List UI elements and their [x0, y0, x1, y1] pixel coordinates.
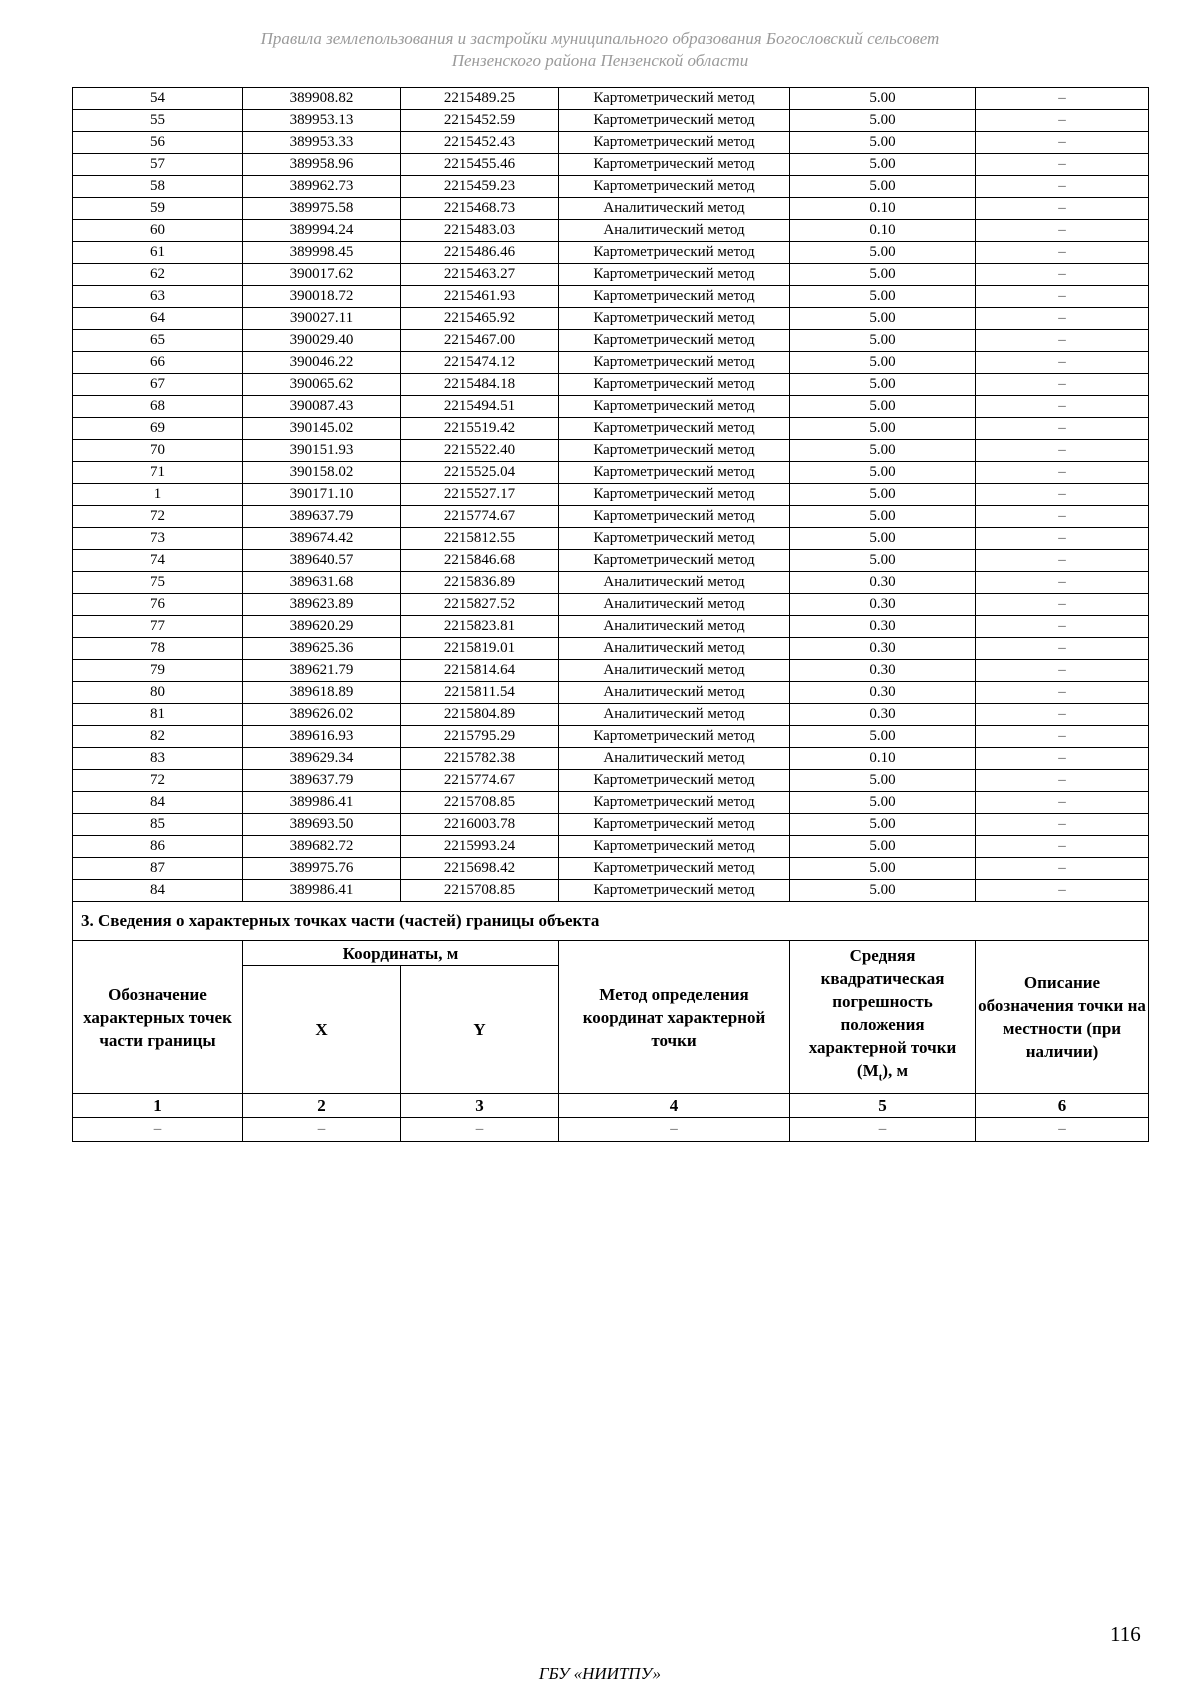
point-number-cell: 57 — [73, 154, 243, 176]
y-coordinate-cell: 2215465.92 — [401, 308, 559, 330]
error-cell: 5.00 — [790, 374, 976, 396]
error-cell: 5.00 — [790, 528, 976, 550]
table-row — [73, 198, 1149, 220]
point-number-cell: 81 — [73, 704, 243, 726]
table-row — [73, 264, 1149, 286]
method-cell: Картометрический метод — [559, 242, 790, 264]
error-cell: 5.00 — [790, 418, 976, 440]
x-coordinate-cell: 389674.42 — [243, 528, 401, 550]
y-coordinate-cell: 2215782.38 — [401, 748, 559, 770]
method-cell: Картометрический метод — [559, 836, 790, 858]
table-row — [73, 242, 1149, 264]
table-row — [73, 308, 1149, 330]
empty-cell: – — [976, 1118, 1149, 1142]
table-row — [73, 814, 1149, 836]
error-cell: 0.30 — [790, 660, 976, 682]
point-number-cell: 71 — [73, 462, 243, 484]
point-number-cell: 1 — [73, 484, 243, 506]
column-number: 4 — [559, 1094, 790, 1118]
page-header — [0, 28, 1200, 72]
section3-title: 3. Сведения о характерных точках части (частей) границы объекта — [73, 902, 1149, 941]
y-coordinate-cell: 2215827.52 — [401, 594, 559, 616]
x-coordinate-cell: 389620.29 — [243, 616, 401, 638]
point-number-cell: 70 — [73, 440, 243, 462]
x-coordinate-cell: 389953.33 — [243, 132, 401, 154]
x-coordinate-cell: 390065.62 — [243, 374, 401, 396]
error-cell: 0.30 — [790, 572, 976, 594]
y-coordinate-cell: 2215814.64 — [401, 660, 559, 682]
error-cell: 0.10 — [790, 198, 976, 220]
y-coordinate-cell: 2215484.18 — [401, 374, 559, 396]
method-cell: Картометрический метод — [559, 286, 790, 308]
empty-cell: – — [790, 1118, 976, 1142]
description-cell: – — [976, 220, 1149, 242]
page-number: 116 — [1110, 1622, 1141, 1646]
point-number-cell: 56 — [73, 132, 243, 154]
table-row — [73, 352, 1149, 374]
x-coordinate-cell: 389682.72 — [243, 836, 401, 858]
error-cell: 5.00 — [790, 814, 976, 836]
x-coordinate-cell: 390171.10 — [243, 484, 401, 506]
x-coordinate-cell: 390145.02 — [243, 418, 401, 440]
x-coordinate-cell: 390017.62 — [243, 264, 401, 286]
table-row — [73, 594, 1149, 616]
table-row — [73, 660, 1149, 682]
x-coordinate-cell: 389625.36 — [243, 638, 401, 660]
x-coordinate-cell: 390046.22 — [243, 352, 401, 374]
point-number-cell: 72 — [73, 770, 243, 792]
method-cell: Аналитический метод — [559, 220, 790, 242]
y-coordinate-cell: 2215804.89 — [401, 704, 559, 726]
table-row — [73, 726, 1149, 748]
method-cell: Картометрический метод — [559, 308, 790, 330]
x-coordinate-cell: 389975.58 — [243, 198, 401, 220]
point-number-cell: 62 — [73, 264, 243, 286]
point-number-cell: 64 — [73, 308, 243, 330]
error-cell: 5.00 — [790, 792, 976, 814]
method-cell: Картометрический метод — [559, 880, 790, 902]
table-row — [73, 836, 1149, 858]
description-cell: – — [976, 550, 1149, 572]
method-cell: Картометрический метод — [559, 154, 790, 176]
point-number-cell: 68 — [73, 396, 243, 418]
method-cell: Картометрический метод — [559, 88, 790, 110]
description-cell: – — [976, 572, 1149, 594]
table-row — [73, 484, 1149, 506]
table-row — [73, 440, 1149, 462]
method-cell: Картометрический метод — [559, 484, 790, 506]
x-coordinate-cell: 389621.79 — [243, 660, 401, 682]
description-cell: – — [976, 440, 1149, 462]
method-cell: Картометрический метод — [559, 176, 790, 198]
description-cell: – — [976, 770, 1149, 792]
error-cell: 5.00 — [790, 880, 976, 902]
method-cell: Картометрический метод — [559, 462, 790, 484]
error-cell: 5.00 — [790, 506, 976, 528]
x-coordinate-cell: 389994.24 — [243, 220, 401, 242]
y-coordinate-cell: 2215467.00 — [401, 330, 559, 352]
header-description: Описание обозначения точки на местности (при наличии) — [976, 941, 1149, 1094]
method-cell: Аналитический метод — [559, 748, 790, 770]
point-number-cell: 60 — [73, 220, 243, 242]
column-number: 1 — [73, 1094, 243, 1118]
point-number-cell: 87 — [73, 858, 243, 880]
x-coordinate-cell: 389693.50 — [243, 814, 401, 836]
method-cell: Картометрический метод — [559, 418, 790, 440]
point-number-cell: 59 — [73, 198, 243, 220]
y-coordinate-cell: 2215494.51 — [401, 396, 559, 418]
method-cell: Аналитический метод — [559, 572, 790, 594]
y-coordinate-cell: 2215708.85 — [401, 880, 559, 902]
description-cell: – — [976, 814, 1149, 836]
column-number: 3 — [401, 1094, 559, 1118]
x-coordinate-cell: 389623.89 — [243, 594, 401, 616]
error-cell: 5.00 — [790, 396, 976, 418]
y-coordinate-cell: 2216003.78 — [401, 814, 559, 836]
description-cell: – — [976, 88, 1149, 110]
header-point-designation: Обозначение характерных точек части границы — [73, 941, 243, 1094]
method-cell: Картометрический метод — [559, 396, 790, 418]
error-cell: 0.30 — [790, 682, 976, 704]
point-number-cell: 61 — [73, 242, 243, 264]
error-cell: 5.00 — [790, 440, 976, 462]
point-number-cell: 65 — [73, 330, 243, 352]
y-coordinate-cell: 2215483.03 — [401, 220, 559, 242]
method-cell: Картометрический метод — [559, 726, 790, 748]
description-cell: – — [976, 880, 1149, 902]
x-coordinate-cell: 389908.82 — [243, 88, 401, 110]
empty-cell: – — [243, 1118, 401, 1142]
point-number-cell: 84 — [73, 792, 243, 814]
y-coordinate-cell: 2215468.73 — [401, 198, 559, 220]
description-cell: – — [976, 154, 1149, 176]
description-cell: – — [976, 836, 1149, 858]
description-cell: – — [976, 110, 1149, 132]
y-coordinate-cell: 2215455.46 — [401, 154, 559, 176]
header-line-1: Правила землепользования и застройки муниципального образования Богословский сельсовет — [260, 29, 940, 48]
description-cell: – — [976, 418, 1149, 440]
table-row — [73, 220, 1149, 242]
table-row — [73, 462, 1149, 484]
point-number-cell: 54 — [73, 88, 243, 110]
point-number-cell: 69 — [73, 418, 243, 440]
point-number-cell: 67 — [73, 374, 243, 396]
y-coordinate-cell: 2215522.40 — [401, 440, 559, 462]
point-number-cell: 82 — [73, 726, 243, 748]
table-row — [73, 880, 1149, 902]
y-coordinate-cell: 2215459.23 — [401, 176, 559, 198]
table-row — [73, 572, 1149, 594]
method-cell: Картометрический метод — [559, 440, 790, 462]
description-cell: – — [976, 660, 1149, 682]
method-cell: Картометрический метод — [559, 550, 790, 572]
description-cell: – — [976, 374, 1149, 396]
y-coordinate-cell: 2215836.89 — [401, 572, 559, 594]
empty-row — [73, 1118, 1149, 1142]
description-cell: – — [976, 726, 1149, 748]
error-cell: 5.00 — [790, 286, 976, 308]
section3-table — [72, 901, 1149, 1142]
x-coordinate-cell: 389616.93 — [243, 726, 401, 748]
x-coordinate-cell: 389998.45 — [243, 242, 401, 264]
method-cell: Аналитический метод — [559, 704, 790, 726]
error-cell: 5.00 — [790, 770, 976, 792]
error-cell: 5.00 — [790, 726, 976, 748]
table-row — [73, 550, 1149, 572]
y-coordinate-cell: 2215452.59 — [401, 110, 559, 132]
x-coordinate-cell: 390151.93 — [243, 440, 401, 462]
description-cell: – — [976, 352, 1149, 374]
x-coordinate-cell: 390029.40 — [243, 330, 401, 352]
description-cell: – — [976, 638, 1149, 660]
column-number: 2 — [243, 1094, 401, 1118]
error-cell: 0.30 — [790, 638, 976, 660]
point-number-cell: 83 — [73, 748, 243, 770]
description-cell: – — [976, 704, 1149, 726]
description-cell: – — [976, 176, 1149, 198]
empty-cell: – — [401, 1118, 559, 1142]
description-cell: – — [976, 748, 1149, 770]
point-number-cell: 63 — [73, 286, 243, 308]
method-cell: Аналитический метод — [559, 616, 790, 638]
table-row — [73, 616, 1149, 638]
point-number-cell: 73 — [73, 528, 243, 550]
x-coordinate-cell: 389953.13 — [243, 110, 401, 132]
y-coordinate-cell: 2215846.68 — [401, 550, 559, 572]
table-row — [73, 528, 1149, 550]
method-cell: Картометрический метод — [559, 528, 790, 550]
error-cell: 5.00 — [790, 858, 976, 880]
x-coordinate-cell: 389975.76 — [243, 858, 401, 880]
error-cell: 0.30 — [790, 704, 976, 726]
description-cell: – — [976, 308, 1149, 330]
x-coordinate-cell: 389618.89 — [243, 682, 401, 704]
description-cell: – — [976, 858, 1149, 880]
point-number-cell: 80 — [73, 682, 243, 704]
method-cell: Картометрический метод — [559, 814, 790, 836]
y-coordinate-cell: 2215823.81 — [401, 616, 559, 638]
table-row — [73, 506, 1149, 528]
method-cell: Картометрический метод — [559, 264, 790, 286]
header-method: Метод определения координат характерной точки — [559, 941, 790, 1094]
error-cell: 0.30 — [790, 594, 976, 616]
header-line-2: Пензенского района Пензенской области — [451, 51, 749, 70]
description-cell: – — [976, 792, 1149, 814]
error-cell: 5.00 — [790, 308, 976, 330]
method-cell: Аналитический метод — [559, 660, 790, 682]
y-coordinate-cell: 2215525.04 — [401, 462, 559, 484]
x-coordinate-cell: 389962.73 — [243, 176, 401, 198]
error-cell: 5.00 — [790, 264, 976, 286]
x-coordinate-cell: 389986.41 — [243, 880, 401, 902]
x-coordinate-cell: 389958.96 — [243, 154, 401, 176]
description-cell: – — [976, 528, 1149, 550]
table-row — [73, 330, 1149, 352]
table-row — [73, 770, 1149, 792]
y-coordinate-cell: 2215527.17 — [401, 484, 559, 506]
point-number-cell: 58 — [73, 176, 243, 198]
header-error: Средняя квадратическая погрешность положения характерной точки $(М_t)$, м — [790, 941, 976, 1094]
y-coordinate-cell: 2215463.27 — [401, 264, 559, 286]
description-cell: – — [976, 132, 1149, 154]
header-coordinates: Координаты, м — [243, 941, 559, 966]
error-cell: 5.00 — [790, 330, 976, 352]
table-row — [73, 858, 1149, 880]
point-number-cell: 75 — [73, 572, 243, 594]
table-row — [73, 396, 1149, 418]
method-cell: Картометрический метод — [559, 110, 790, 132]
method-cell: Аналитический метод — [559, 638, 790, 660]
y-coordinate-cell: 2215708.85 — [401, 792, 559, 814]
method-cell: Аналитический метод — [559, 198, 790, 220]
description-cell: – — [976, 616, 1149, 638]
description-cell: – — [976, 462, 1149, 484]
header-x: X — [243, 966, 401, 1094]
x-coordinate-cell: 389631.68 — [243, 572, 401, 594]
page-footer: ГБУ «НИИТПУ» — [538, 1664, 662, 1683]
point-number-cell: 84 — [73, 880, 243, 902]
y-coordinate-cell: 2215452.43 — [401, 132, 559, 154]
table-row — [73, 154, 1149, 176]
x-coordinate-cell: 389629.34 — [243, 748, 401, 770]
error-cell: 5.00 — [790, 132, 976, 154]
method-cell: Картометрический метод — [559, 132, 790, 154]
table-row — [73, 374, 1149, 396]
point-number-cell: 76 — [73, 594, 243, 616]
table-row — [73, 792, 1149, 814]
point-number-cell: 79 — [73, 660, 243, 682]
y-coordinate-cell: 2215795.29 — [401, 726, 559, 748]
error-cell: 5.00 — [790, 550, 976, 572]
error-cell: 5.00 — [790, 462, 976, 484]
error-cell: 0.30 — [790, 616, 976, 638]
y-coordinate-cell: 2215519.42 — [401, 418, 559, 440]
description-cell: – — [976, 594, 1149, 616]
y-coordinate-cell: 2215774.67 — [401, 506, 559, 528]
y-coordinate-cell: 2215811.54 — [401, 682, 559, 704]
point-number-cell: 85 — [73, 814, 243, 836]
point-number-cell: 74 — [73, 550, 243, 572]
x-coordinate-cell: 389986.41 — [243, 792, 401, 814]
error-cell: 5.00 — [790, 242, 976, 264]
error-cell: 5.00 — [790, 88, 976, 110]
column-number: 6 — [976, 1094, 1149, 1118]
header-y: Y — [401, 966, 559, 1094]
empty-cell: – — [73, 1118, 243, 1142]
error-cell: 5.00 — [790, 154, 976, 176]
method-cell: Картометрический метод — [559, 858, 790, 880]
point-number-cell: 86 — [73, 836, 243, 858]
method-cell: Картометрический метод — [559, 506, 790, 528]
column-number-row — [73, 1094, 1149, 1118]
error-cell: 5.00 — [790, 836, 976, 858]
method-cell: Картометрический метод — [559, 352, 790, 374]
point-number-cell: 66 — [73, 352, 243, 374]
table-row — [73, 88, 1149, 110]
error-cell: 5.00 — [790, 484, 976, 506]
y-coordinate-cell: 2215461.93 — [401, 286, 559, 308]
point-number-cell: 72 — [73, 506, 243, 528]
point-number-cell: 78 — [73, 638, 243, 660]
method-cell: Картометрический метод — [559, 792, 790, 814]
y-coordinate-cell: 2215812.55 — [401, 528, 559, 550]
table-row — [73, 418, 1149, 440]
table-row — [73, 704, 1149, 726]
table-row — [73, 110, 1149, 132]
table-row — [73, 638, 1149, 660]
x-coordinate-cell: 390087.43 — [243, 396, 401, 418]
y-coordinate-cell: 2215486.46 — [401, 242, 559, 264]
method-cell: Аналитический метод — [559, 682, 790, 704]
method-cell: Картометрический метод — [559, 770, 790, 792]
empty-cell: – — [559, 1118, 790, 1142]
y-coordinate-cell: 2215474.12 — [401, 352, 559, 374]
column-number: 5 — [790, 1094, 976, 1118]
method-cell: Картометрический метод — [559, 330, 790, 352]
error-cell: 5.00 — [790, 352, 976, 374]
x-coordinate-cell: 389637.79 — [243, 506, 401, 528]
error-cell: 0.10 — [790, 220, 976, 242]
y-coordinate-cell: 2215993.24 — [401, 836, 559, 858]
description-cell: – — [976, 198, 1149, 220]
description-cell: – — [976, 682, 1149, 704]
point-number-cell: 77 — [73, 616, 243, 638]
x-coordinate-cell: 389640.57 — [243, 550, 401, 572]
table-row — [73, 132, 1149, 154]
x-coordinate-cell: 389637.79 — [243, 770, 401, 792]
point-number-cell: 55 — [73, 110, 243, 132]
table-row — [73, 176, 1149, 198]
error-cell: 5.00 — [790, 176, 976, 198]
y-coordinate-cell: 2215489.25 — [401, 88, 559, 110]
x-coordinate-cell: 390027.11 — [243, 308, 401, 330]
description-cell: – — [976, 264, 1149, 286]
y-coordinate-cell: 2215819.01 — [401, 638, 559, 660]
description-cell: – — [976, 506, 1149, 528]
y-coordinate-cell: 2215698.42 — [401, 858, 559, 880]
description-cell: – — [976, 330, 1149, 352]
table-row — [73, 748, 1149, 770]
error-cell: 5.00 — [790, 110, 976, 132]
description-cell: – — [976, 242, 1149, 264]
method-cell: Аналитический метод — [559, 594, 790, 616]
x-coordinate-cell: 389626.02 — [243, 704, 401, 726]
table-row — [73, 682, 1149, 704]
description-cell: – — [976, 396, 1149, 418]
y-coordinate-cell: 2215774.67 — [401, 770, 559, 792]
method-cell: Картометрический метод — [559, 374, 790, 396]
x-coordinate-cell: 390018.72 — [243, 286, 401, 308]
table-row — [73, 286, 1149, 308]
error-cell: 0.10 — [790, 748, 976, 770]
description-cell: – — [976, 484, 1149, 506]
description-cell: – — [976, 286, 1149, 308]
coordinates-table — [72, 87, 1149, 902]
x-coordinate-cell: 390158.02 — [243, 462, 401, 484]
